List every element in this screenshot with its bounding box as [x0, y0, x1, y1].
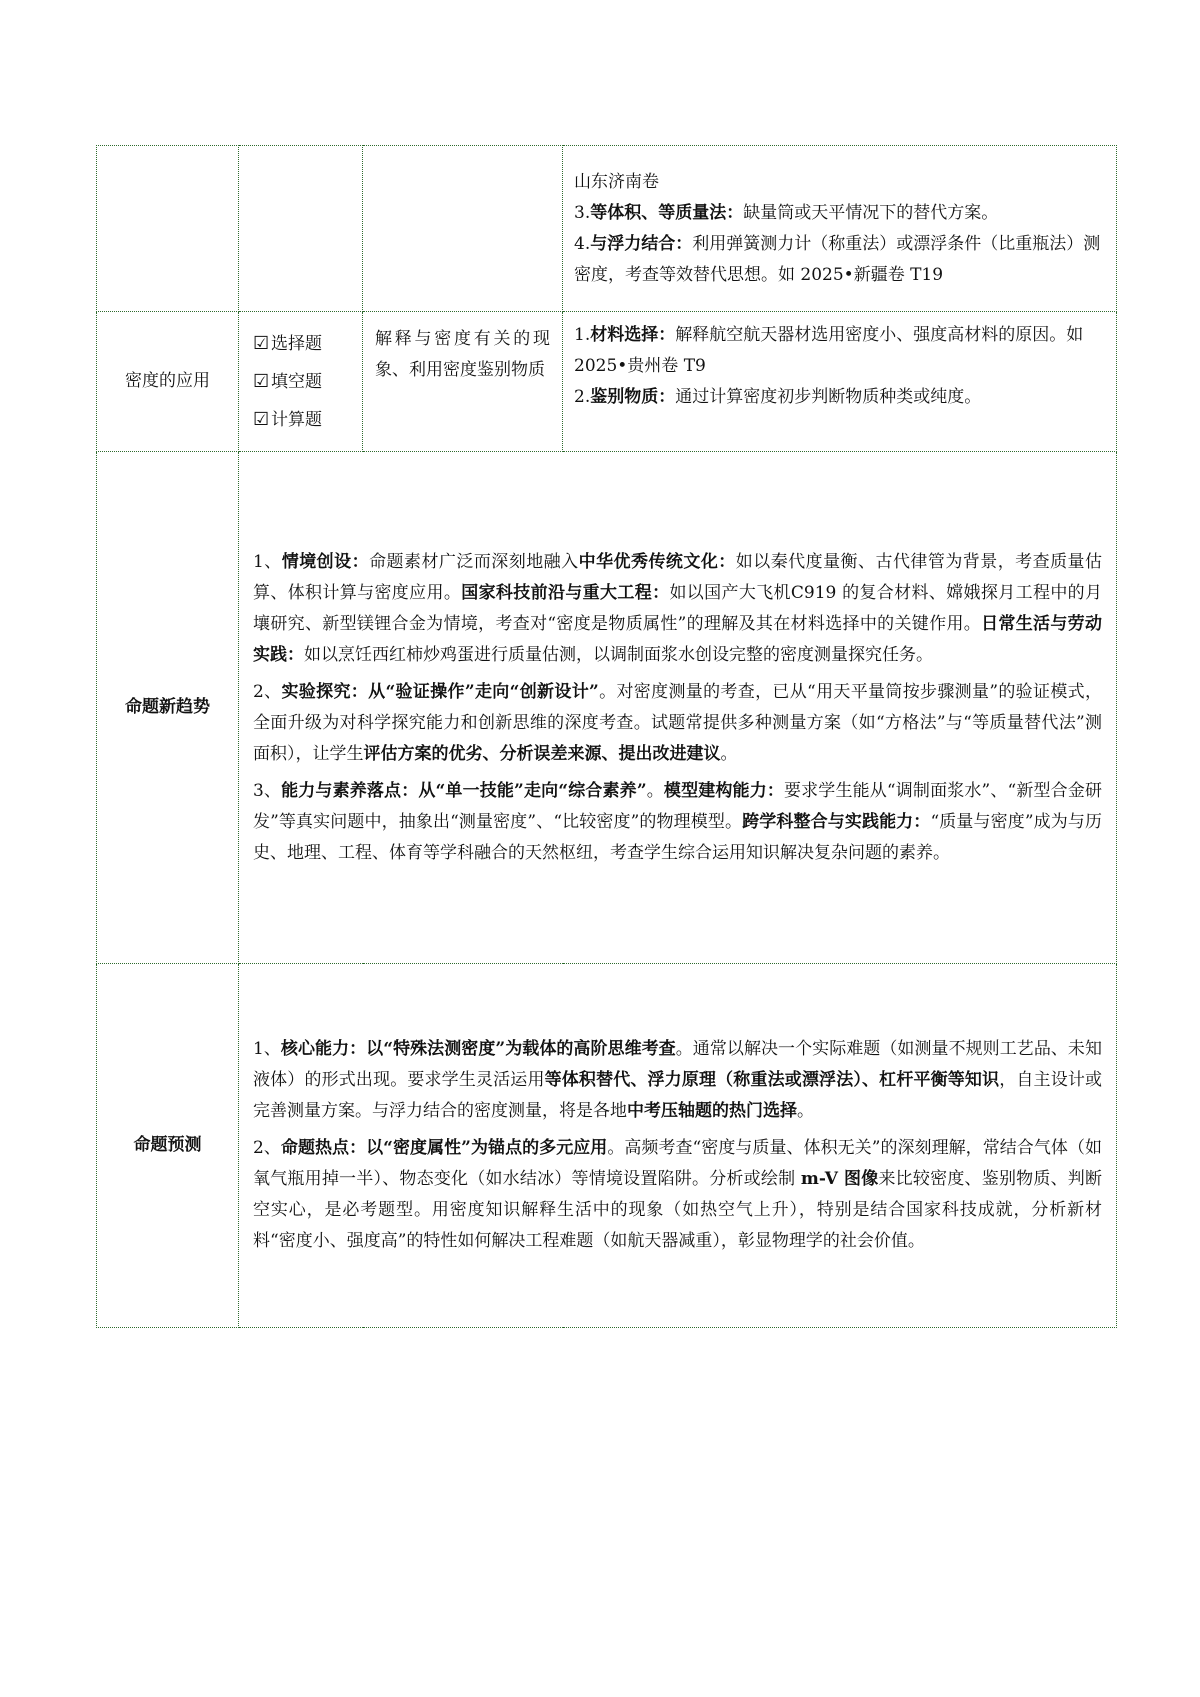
bold-text-run: 鉴别物质： [590, 387, 676, 407]
bold-text-run: 能力与素养落点：从“单一技能”走向“综合素养” [281, 780, 647, 801]
checkbox-checked-icon: ☑ [253, 370, 270, 392]
bold-text-run: 命题热点：以“密度属性”为锚点的多元应用 [280, 1138, 608, 1158]
text-run: 。通常以解决一个实际难题（如测量不规则工艺品、未知液体）的形式出现。要求学生灵活运用 [253, 1039, 1102, 1090]
text-run: 如以国产大飞机C919 的复合材料、嫦娥探月工程中的月壤研究、新型镁锂合金为情境，考查对“密度是物质属性”的理解及其在材料选择中的关键作用。 [253, 582, 1103, 634]
text-run: 2、 [253, 1138, 281, 1158]
row-label-new-trend: 命题新趋势 [97, 452, 239, 964]
continuation-details [574, 167, 1104, 291]
text-run: 1. [574, 325, 591, 345]
text-run: 3、 [253, 780, 282, 801]
bold-text-run: 模型建构能力： [663, 780, 784, 801]
application-details [574, 320, 1104, 413]
text-run: 4. [574, 233, 591, 254]
new-trend-content [239, 452, 1117, 964]
paragraph [253, 1133, 1102, 1257]
bold-text-run: 评估方案的优劣、分析误差来源、提出改进建议 [363, 743, 721, 764]
question-type-item [239, 325, 362, 363]
bold-text-run: 材料选择： [590, 325, 676, 345]
bold-text-run: m-V 图像 [800, 1169, 879, 1189]
text-run: 如以烹饪西红柿炒鸡蛋进行质量估测，以调制面浆水创设完整的密度测量探究任务。 [304, 644, 933, 665]
table-row-new-trend [97, 452, 1117, 964]
text-run: 。高频考查“密度与质量、体积无关”的深刻理解，常结合气体（如氧气瓶用掉一半）、物态变化（如水结冰）等情境设置陷阱。分析或绘制 [253, 1138, 1102, 1189]
table-row-continuation [97, 146, 1117, 312]
text-run: 2. [574, 387, 591, 407]
row-label-density-application: 密度的应用 [97, 312, 239, 452]
bold-text-run: 跨学科整合与实践能力： [742, 811, 931, 832]
text-run: 。 [797, 1101, 814, 1121]
bold-text-run: 日常生活与劳动实践： [253, 613, 1102, 665]
text-run: 要求学生能从“调制面浆水”、“新型合金研发”等真实问题中，抽象出“测量密度”、“比较密度”的物理模型。 [253, 780, 1102, 832]
bold-text-run: 核心能力：以“特殊法测密度”为载体的高阶思维考查 [280, 1039, 676, 1059]
bold-text-run: 情境创设： [281, 551, 370, 572]
application-details-cell [563, 312, 1117, 452]
text-run: 。对密度测量的考查，已从“用天平量筒按步骤测量”的验证模式，全面升级为对科学探究能力和创新思维的深度考查。试题常提供多种测量方案（如“方格法”与“等质量替代法”测面积），让学生 [253, 681, 1102, 764]
checkbox-checked-icon: ☑ [253, 332, 270, 354]
text-run: 。 [646, 780, 664, 801]
text-run: 山东济南卷 [574, 171, 659, 192]
exam-analysis-table [96, 145, 1117, 1328]
bold-text-run: 中考压轴题的热门选择 [627, 1101, 797, 1121]
checkbox-checked-icon: ☑ [253, 408, 270, 430]
text-run: 命题素材广泛而深刻地融入 [369, 551, 579, 572]
text-run: 利用弹簧测力计（称重法）或漂浮条件（比重瓶法）测密度，考查等效替代思想。如 2025•新疆卷 T19 [574, 233, 1101, 285]
continuation-details-cell [563, 146, 1117, 312]
paragraph [253, 1034, 1102, 1127]
question-type-item [239, 401, 362, 439]
bold-text-run: 等体积替代、浮力原理（称重法或漂浮法）、杠杆平衡等知识 [544, 1070, 1000, 1090]
question-type-list [239, 312, 363, 452]
bold-text-run: 中华优秀传统文化： [578, 551, 736, 572]
text-run: ，自主设计或完善测量方案。与浮力结合的密度测量，将是各地 [253, 1070, 1103, 1121]
empty-label-cell [97, 146, 239, 312]
empty-qtype-cell [239, 146, 363, 312]
row-label-prediction: 命题预测 [97, 964, 239, 1328]
text-run: 2、 [253, 681, 282, 702]
question-type-label: 填空题 [271, 371, 322, 392]
paragraph [253, 776, 1102, 869]
paragraph [574, 167, 1104, 198]
text-run: 缺量筒或天平情况下的替代方案。 [743, 202, 999, 223]
paragraph [574, 198, 1104, 229]
text-run: 1、 [253, 551, 282, 572]
text-run: 解释航空航天器材选用密度小、强度高材料的原因。如 2025•贵州卷 T9 [574, 325, 1084, 376]
paragraph [574, 382, 1104, 413]
paragraph [253, 547, 1102, 671]
requirement-cell [363, 312, 563, 452]
table-row-prediction [97, 964, 1117, 1328]
question-type-item [239, 363, 362, 401]
paragraph [253, 677, 1102, 770]
text-run: 通过计算密度初步判断物质种类或纯度。 [675, 387, 982, 407]
text-run: 来比较密度、鉴别物质、判断空实心，是必考题型。用密度知识解释生活中的现象（如热空气上升），特别是结合国家科技成就，分析新材料“密度小、强度高”的特性如何解决工程难题（如航天器减重），彰显物理学的社会价值。 [253, 1169, 1103, 1251]
document-page [96, 145, 1116, 1328]
text-run: 1、 [253, 1039, 281, 1059]
prediction-content [239, 964, 1117, 1328]
paragraph [574, 229, 1104, 291]
table-row-density-application [97, 312, 1117, 452]
bold-text-run: 国家科技前沿与重大工程： [461, 582, 670, 603]
question-type-label: 计算题 [271, 409, 322, 430]
text-run: 3. [574, 202, 591, 223]
text-run: “质量与密度”成为与历史、地理、工程、体育等学科融合的天然枢纽，考查学生综合运用知识解决复杂问题的素养。 [253, 811, 1102, 863]
prediction-paragraphs [253, 1034, 1102, 1257]
bold-text-run: 与浮力结合： [590, 233, 693, 254]
text-run: 。 [720, 743, 738, 764]
question-type-label: 选择题 [271, 333, 322, 354]
empty-requirement-cell [363, 146, 563, 312]
requirement-text: 解释与密度有关的现象、利用密度鉴别物质 [375, 329, 550, 380]
new-trend-paragraphs [253, 547, 1102, 869]
bold-text-run: 实验探究：从“验证操作”走向“创新设计” [281, 681, 599, 702]
paragraph [574, 320, 1104, 382]
text-run: 如以秦代度量衡、古代律管为背景，考查质量估算、体积计算与密度应用。 [253, 551, 1103, 603]
bold-text-run: 等体积、等质量法： [590, 202, 744, 223]
